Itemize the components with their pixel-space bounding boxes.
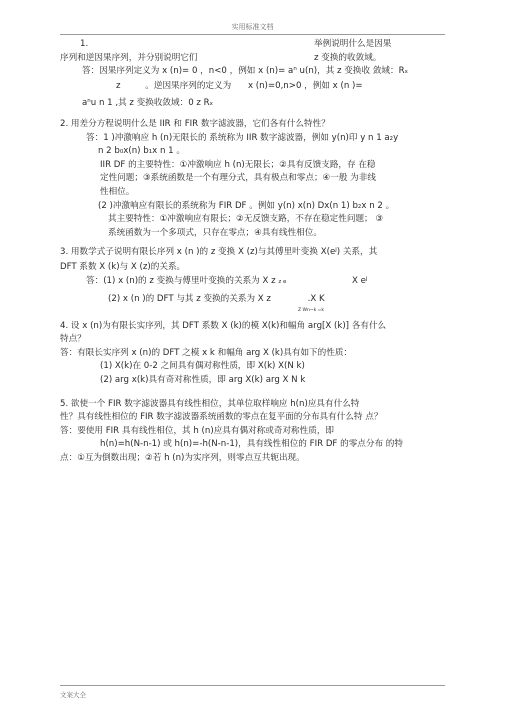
q3-line-3-sub: z e [278,278,287,285]
q1-line-5-b: u n 1 ,其 z 变换收敛域：0 z R [90,98,210,109]
q1-line-4 [60,80,445,94]
q3-line-4-b: .X K [307,294,325,305]
q3-line-3-sup: j [365,275,368,282]
q1-number: 1. [80,39,89,49]
q2-line-9: 系统函数为一个多项式，只存在零点；④具有线性相位。 [108,227,322,238]
q1-line-2-a: 序列和逆因果序列，并分别说明它们 [60,52,198,63]
q3-line-3-b: X e [352,275,366,286]
question-1 [60,38,445,112]
q1-line-5-sub: x [209,101,213,108]
q2-line-4: IIR DF 的主要特性：①冲激响应 h (n)无限长；②具有反馈支路，存 在稳 [100,159,376,170]
q2-line-8: 其主要特性：①冲激响应有限长；②无反馈支路，不存在稳定性问题； ③ [108,214,384,225]
q3-line-4 [60,293,445,307]
q1-line-3-a: 答：因果序列定义为 x (n)= 0 ，n<0 ，例如 x (n)= a [82,66,294,77]
q4-line-3: 答：有限长实序列 x (n)的 DFT 之模 x k 和幅角 arg X (k)具有如下的性质： [60,347,353,358]
page-footer: 文案大全 [60,691,86,699]
q1-line-5-a: a [82,98,88,109]
q5-line-4: h(n)=h(N-n-1) 或 h(n)=-h(N-n-1)，具有线性相位的 FIR DF 的零点分布 的特 [100,439,403,450]
q3-line-3 [60,275,445,290]
q5-line-5: 点：①互为倒数出现；②若 h (n)为实序列，则零点互共轭出现。 [60,453,305,464]
q2-title: 2. 用差分方程说明什么是 IIR 和 FIR 数字滤波器，它们各有什么特性？ [60,118,330,129]
q2-line-6: 性相位。 [100,186,135,197]
q3-line-1-a: 3. 用数学式子说明有限长序列 x (n )的 z 变换 X (z)与其傅里叶变换 X(e [60,247,336,258]
q2-line-7: (2 )冲激响应有限长的系统称为 FIR DF 。例如 y(n) x(n) Dx(n 1) b₂x n 2 。 [98,200,395,211]
document-body [60,38,445,466]
q2-line-2: 答：1 )冲激响应 h (n)无限长的 系统称为 IIR 数字滤波器，例如 y(n)印 y n 1 a₂y [86,132,399,143]
question-2 [60,118,445,240]
q1-line-2-b: z 变换的收敛域。 [314,52,382,63]
q3-line-2: DFT 系数 X (k)与 X (z)的关系。 [60,261,186,272]
q5-line-3: 答：要使用 FIR 具有线性相位，其 h (n)应具有偶对称或奇对称性质，即 [60,425,335,436]
header-rule [60,34,445,35]
page-header: 实用标准文档 [231,23,274,31]
q1-line-3 [60,65,445,80]
q3-line-1-sup: j [335,247,337,254]
question-4 [60,320,445,388]
q3-line-5: Z Wn~k =k [298,307,324,313]
q3-line-1-tail: ) 关系，其 [336,247,378,258]
q1-line-3-b: u(n)，其 z 变换收 敛域：R [296,66,405,77]
q3-line-3-rhs [352,275,367,290]
q2-line-5: 定性问题；③系统函数是一个有理分式，具有极点和零点；④一般 为非线 [100,173,376,184]
q1-line-1 [60,38,445,52]
q1-line-3-sub: x [404,69,408,76]
q1-line-5-sup: n [87,98,91,105]
q3-line-3-a: 答：(1) x (n)的 z 变换与傅里叶变换的关系为 X z [86,275,276,286]
q1-line-4-b: 。逆因果序列的定义为 [145,80,232,91]
q3-line-4-a: (2) x (n )的 DFT 与其 z 变换的关系为 X z [108,294,271,305]
q1-line-2 [60,52,445,66]
q1-line-5 [60,97,445,112]
q5-line-2: 性？具有线性相位的 FIR 数字滤波器系统函数的零点在复平面的分布具有什么特 点？ [60,412,383,423]
q4-line-5: (2) arg x(k)具有奇对称性质，即 arg X(k) arg X N k [100,375,306,386]
q1-line-1-tail: 举例说明什么是因果 [314,39,392,49]
q4-line-4: (1) X(k)在 0-2 之间具有偶对称性质，即 X(k) X(N k) [100,361,305,372]
question-5 [60,398,445,466]
question-3 [60,246,445,313]
q1-line-3-sup: n [293,66,297,73]
q4-line-1: 4. 设 x (n)为有限长实序列，其 DFT 系数 X (k)的模 X(k)和幅角 arg[X (k)] 各有什么 [60,320,387,331]
q2-line-3: n 2 b₀x(n) b₁x n 1 。 [98,146,185,157]
q1-line-4-a: z [116,80,121,91]
footer-rule [60,685,445,686]
q5-line-1: 5. 欲使一个 FIR 数字滤波器具有线性相位，其单位取样响应 h(n)应具有什么特 [60,398,360,409]
q4-line-2: 特点？ [60,334,86,345]
q1-line-4-c: x (n)=0,n>0 ，例如 x (n )= [247,80,363,91]
q3-line-1 [60,246,445,261]
